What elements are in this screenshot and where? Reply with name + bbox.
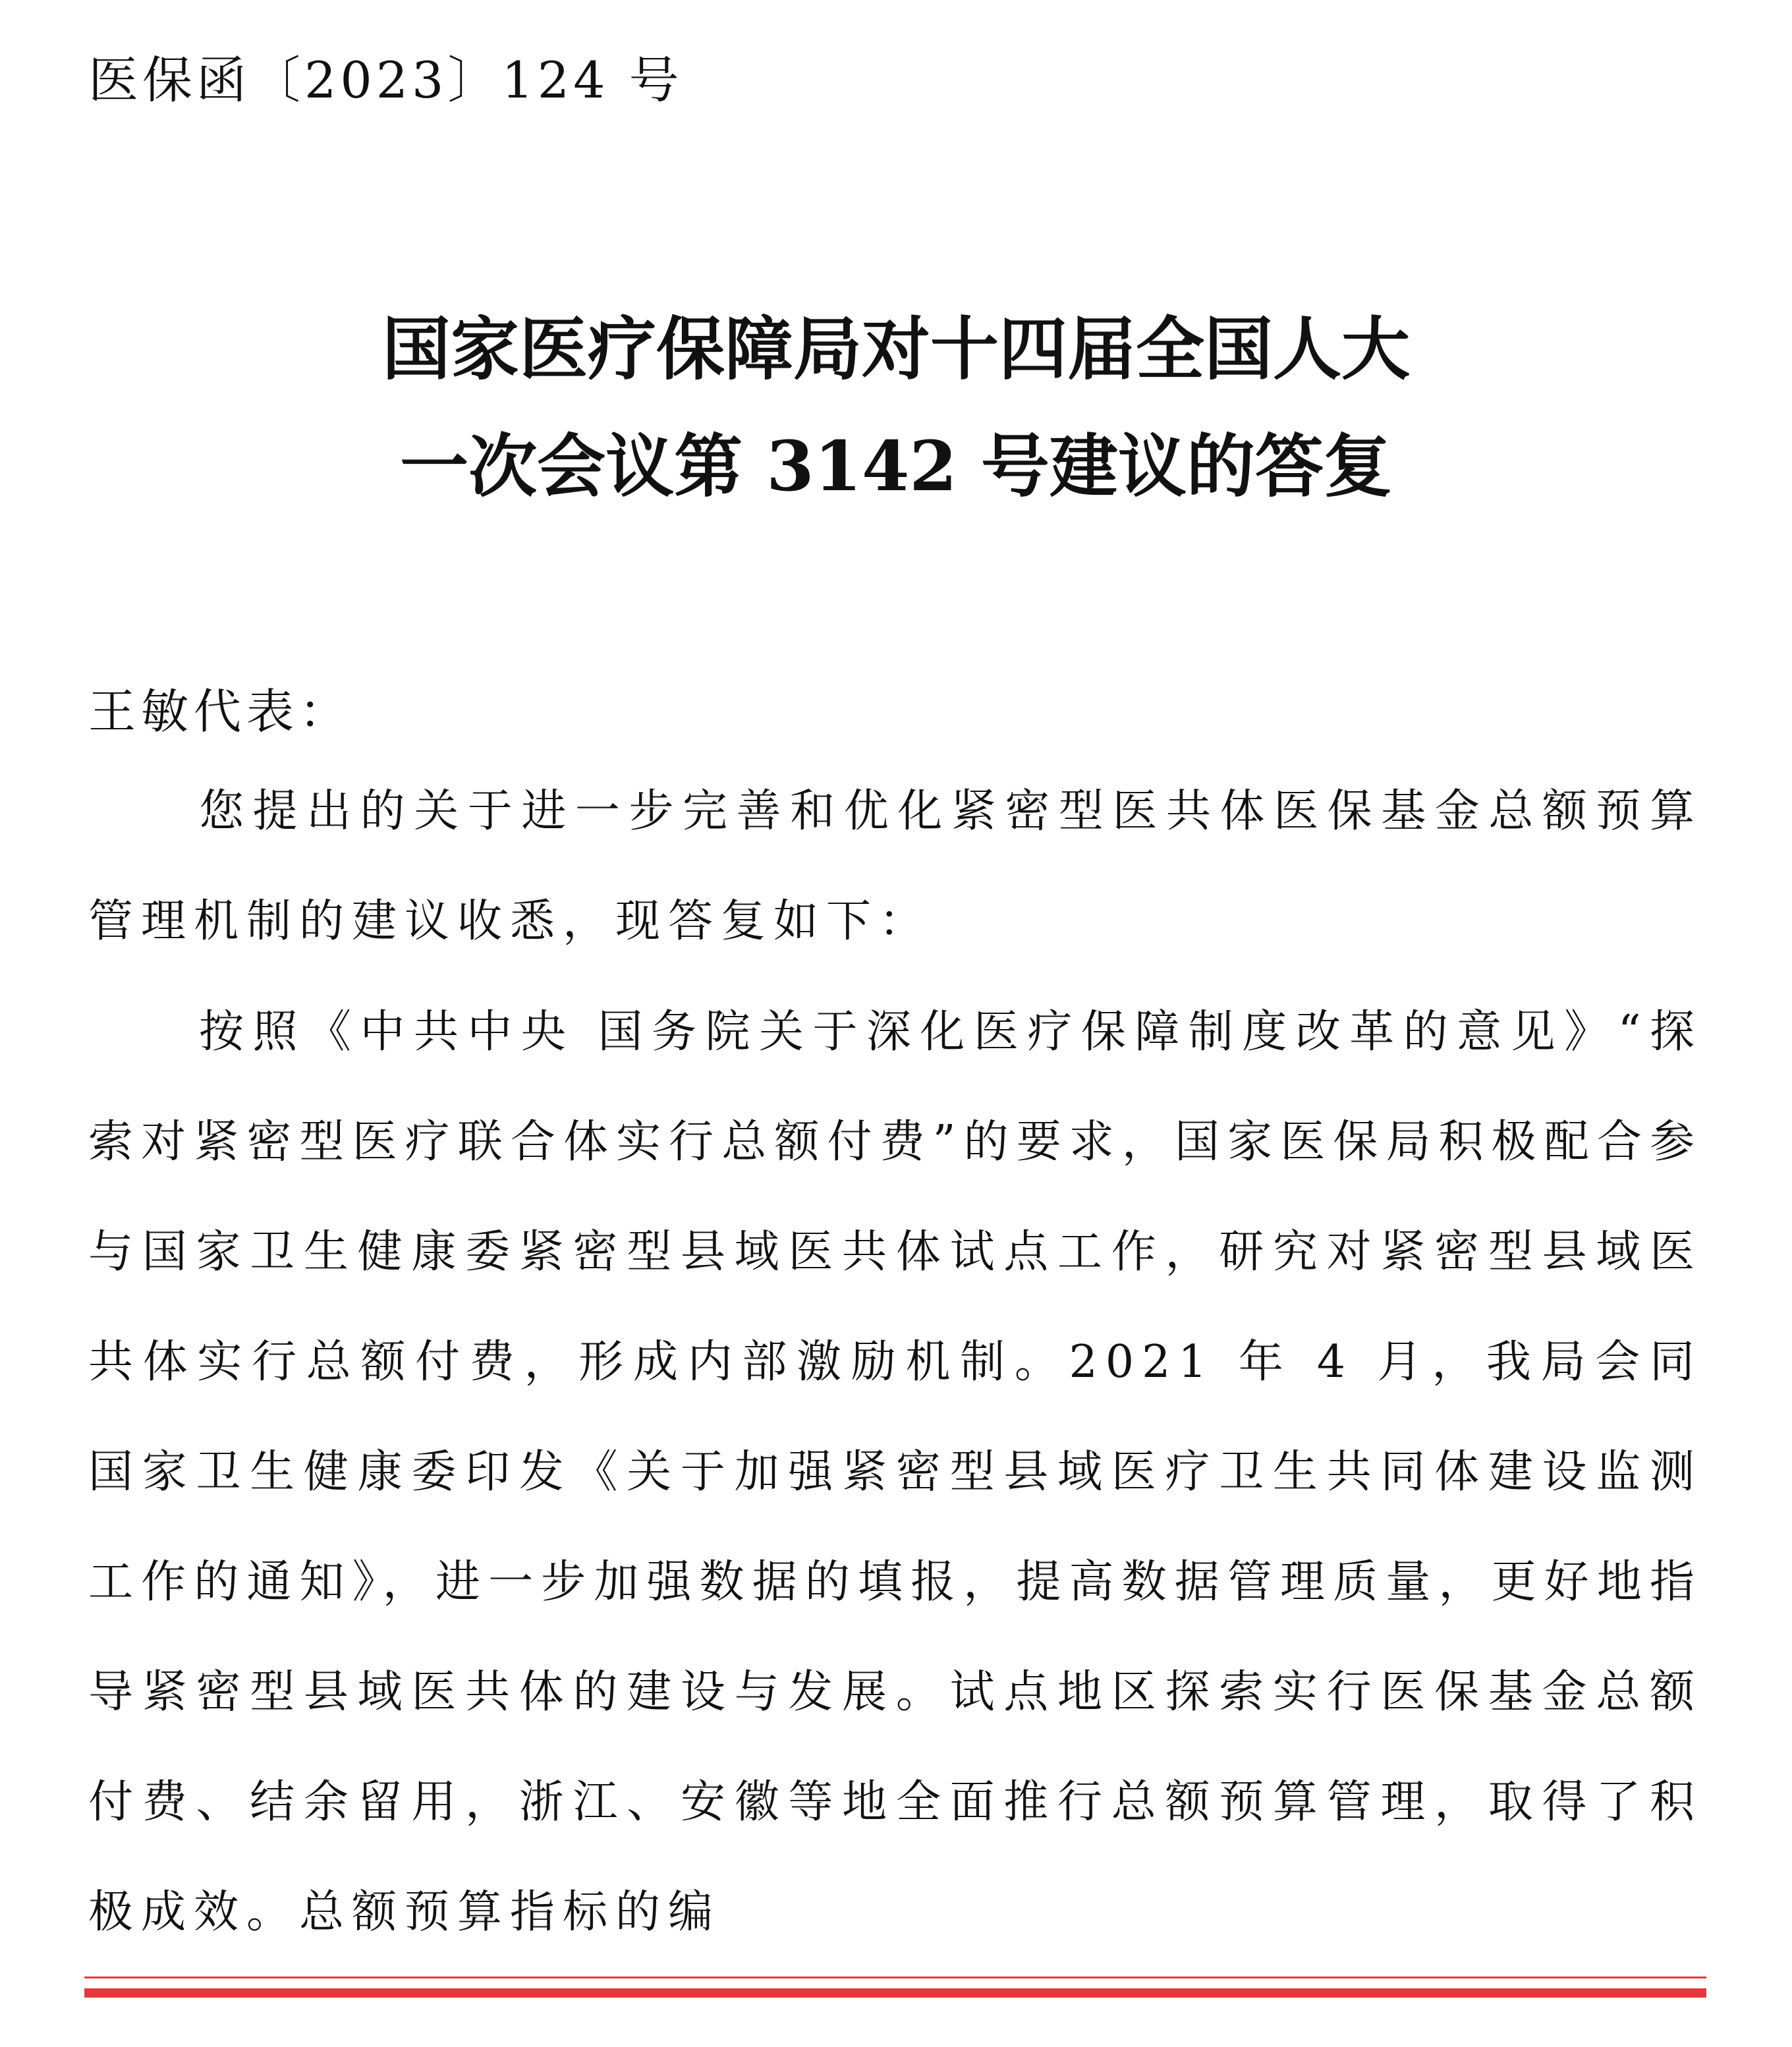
body-paragraph-1: 您提出的关于进一步完善和优化紧密型医共体医保基金总额预算管理机制的建议收悉，现答复如下：: [88, 785, 1702, 947]
body-paragraph-2: 按照《中共中央 国务院关于深化医疗保障制度改革的意见》“探索对紧密型医疗联合体实行总额付费”的要求，国家医保局积极配合参与国家卫生健康委紧密型县域医共体试点工作，研究对紧密型县域医共体实行总额付费，形成内部激励机制。2021 年 4 月，我局会同国家卫生健康委印发《关于加强紧密型县域医疗卫生共同体建设监测工作的通知》，进一步加强数据的填报，提高数据管理质量，更好地指导紧密型县域医共体的建设与发展。试点地区探索实行医保基金总额付费、结余留用，浙江、安徽等地全面推行总额预算管理，取得了积极成效。总额预算指标的编: [88, 1006, 1702, 1938]
document-number: 医保函〔2023〕124 号: [88, 51, 683, 109]
footer-rule-thick: [84, 1988, 1706, 1998]
document-title-line-1: 国家医疗保障局对十四届全国人大: [381, 308, 1410, 389]
document-title-line-2: 一次会议第 3142 号建议的答复: [400, 426, 1392, 507]
salutation: 王敏代表：: [88, 684, 352, 739]
footer-rule-thin: [84, 1977, 1706, 1978]
